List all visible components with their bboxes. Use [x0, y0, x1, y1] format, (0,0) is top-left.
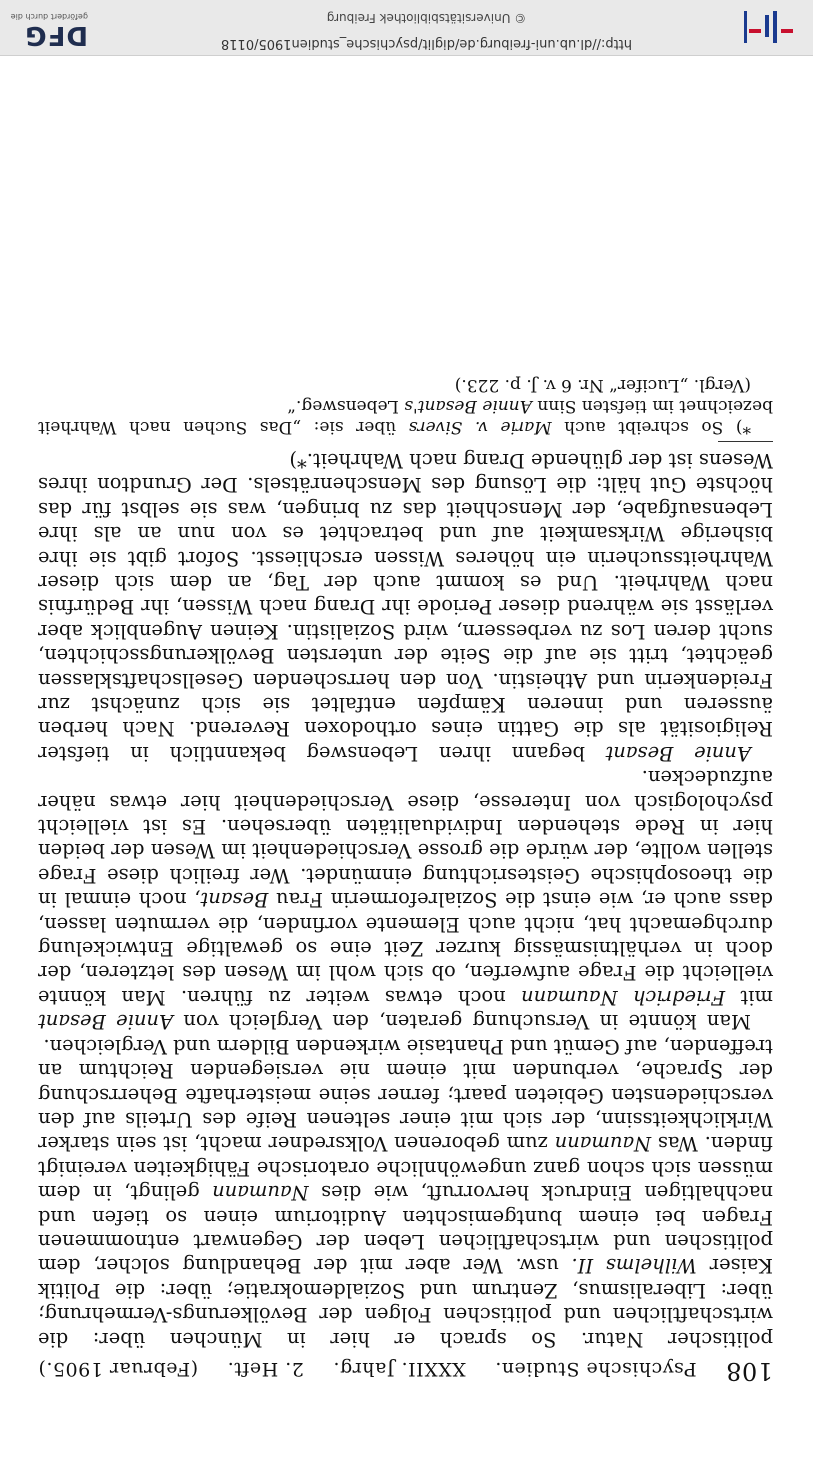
italic-name: Annie Besant: [605, 741, 751, 765]
italic-name: Annie Besant's: [404, 395, 532, 416]
text-run: über sie: „Das Suchen nach Wahrheit bezeichnet im tiefsten Sinn: [32, 395, 773, 437]
issue-label: 2. Heft.: [227, 1358, 304, 1380]
italic-name: Wilhelms II.: [571, 1254, 697, 1278]
italic-name: Naumann: [212, 1181, 309, 1205]
dfg-logo[interactable]: [8, 5, 88, 49]
journal-title: Psychische Studien.: [494, 1358, 697, 1380]
footnote-text: [32, 395, 773, 437]
dfg-logo-text: DFG: [24, 20, 88, 50]
volume-label: XXXII. Jahrg.: [333, 1358, 466, 1380]
document-url[interactable]: http://dl.ub.uni-freiburg.de/diglit/psychische_studien1905/0118: [220, 36, 633, 51]
italic-name: Marie v. Sivers: [408, 416, 552, 437]
text-run: begann ihren Lebensweg bekanntlich in tiefster Religiosität als die Gattin eines orthodoxen Reverend. Nach herben äusseren und inneren Kämpfen entfaltet sie sich zunächst zur Freidenkerin und Atheistin. Von den herrschenden Gesellschaftsklassen geächtet, tritt sie auf die Seite der untersten Bevölkerungsschichten, sucht deren Los zu verbessern, wird Sozialistin. Keinen Augenblick aber verlässt sie während dieser Periode ihr Drang nach Wissen, ihr Bedürfnis nach Wahrheit. Und es kommt auch der Tag, an dem sich dieser Wahrheitssucherin ein höheres Wissen erschliesst. Sofort gibt sie ihre bisherige Wirksamkeit auf und betrachtet es von nun an als ihre Lebensaufgabe, der Menschheit das zu bringen, was sie selbst für das höchste Gut hält: die Lösung des Menschenrätsels. Der Grundton ihres Wesens ist der glühende Drang nach Wahrheit.*): [31, 448, 773, 765]
text-run: gelingt, in dem müssen sich schon ganz ungewöhnliche oratorische Fähigkeiten vereinigt finden. Was: [31, 1132, 773, 1205]
text-run: *) So schreibt auch: [551, 416, 751, 437]
text-run: Lebensweg.“: [287, 395, 405, 416]
text-block: [31, 374, 773, 1385]
text-run: Man könnte in Versuchung geraten, den Vergleich von: [173, 1010, 751, 1034]
university-logo[interactable]: [739, 7, 799, 47]
paragraph-3: [31, 448, 773, 765]
text-run: , noch einmal in die theosophische Geistesrichtung einmündet. Wer freilich diese Frage stellen wollte, der würde die grosse Verschiedenheit im Wesen der beiden hier in Rede stehenden Individualitäten übersehen. Es ist vielleicht psychologisch von Interesse, diese Verschiedenheit hier etwas näher aufzudecken.: [31, 766, 773, 912]
page-number: 108: [725, 1357, 773, 1385]
italic-name: Friedrich Naumann: [521, 985, 726, 1009]
copyright-notice: © Universitätsbibliothek Freiburg: [326, 11, 527, 25]
dfg-tagline: gefördert durch die: [10, 12, 88, 21]
text-run: mit: [31, 985, 773, 1034]
italic-name: Besant: [200, 888, 269, 912]
running-header: [38, 1357, 773, 1383]
text-run: usw. Wer aber mit der Behandlung solcher, dem politischen und wirtschaftlichen Leben der Gegenwart entnommenen Fragen bei einem buntgemischten Auditorium einen so tiefen und nachhaltigen Eindruck hervorruft, wie dies: [31, 1181, 773, 1278]
italic-name: Naumann: [554, 1132, 652, 1156]
italic-name: Annie Besant: [37, 1010, 174, 1034]
text-run: noch etwas weiter zu führen. Man könnte vielleicht die Frage aufwerfen, ob sich wohl im Wesen des letzteren, der doch in verhältnismässig kurzer Zeit eine so gewaltige Entwickelung durchgemacht hat, nicht auch Elemente vorfinden, die vermuten lassen, dass auch er, wie einst die Sozialreformerin Frau: [31, 888, 773, 1009]
university-logo-icon: [739, 7, 799, 47]
footnote-reference: (Vergl. „Lucifer“ Nr. 6 v. J. p. 223.): [454, 374, 751, 395]
issue-date: (Februar 1905.): [38, 1358, 199, 1380]
paragraph-1: [31, 1033, 773, 1351]
footnote-rule: [718, 441, 773, 442]
viewer-footer-bar: [0, 0, 813, 56]
paragraph-2: [31, 765, 773, 1034]
text-run: politischer Natur. So sprach er hier in München über: die wirtschaftlichen und politischen Folgen der Bevölkerungs-Vermehrung; über: Liberalismus, Zentrum und Sozialdemokratie; über: die Politik Kaiser: [31, 1254, 773, 1351]
text-run: zum geborenen Volksredner macht, ist sein starker Wirklichkeitssinn, der sich mit einer seltenen Reife des Urteils auf den verschiedensten Gebieten paart; ferner seine meisterhafte Beherrschung der Sprache, verbunden mit einem nie versiegenden Reichtum an treffenden, auf Gemüt und Phantasie wirkenden Bildern und Vergleichen.: [31, 1034, 773, 1156]
